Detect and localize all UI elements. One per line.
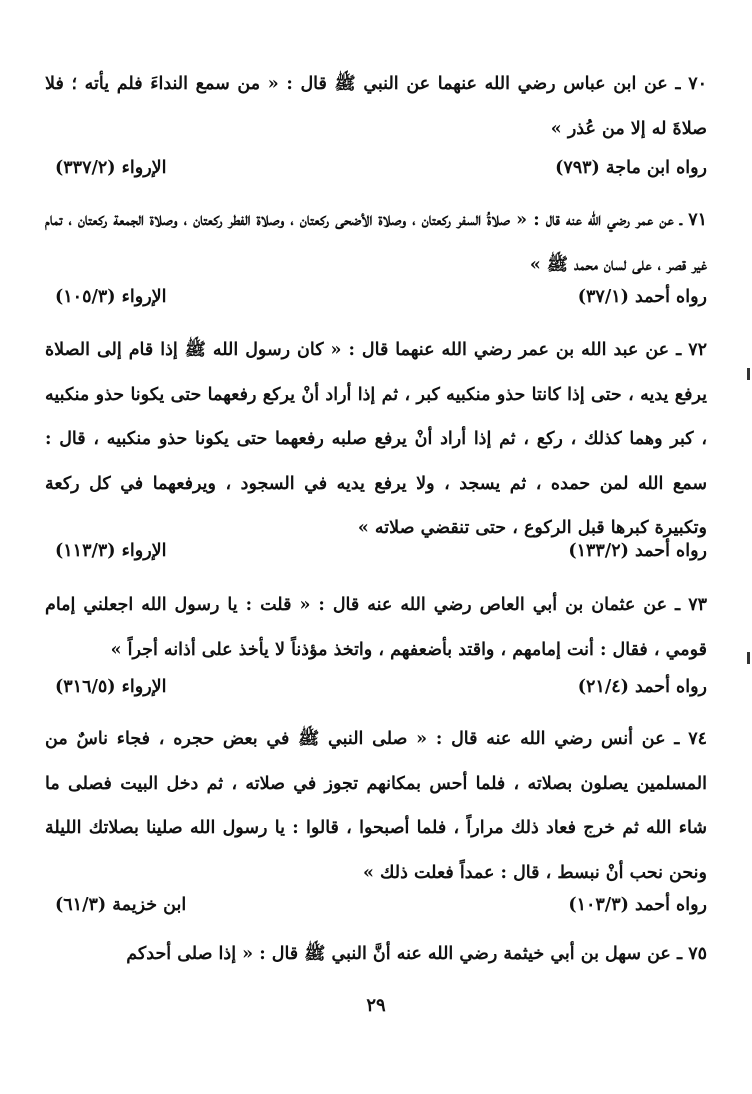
irwa-reference: الإرواء (١٠٥/٣)	[55, 287, 167, 307]
source-line-73	[45, 677, 707, 707]
irwa-reference: الإرواء (١١٣/٣)	[55, 541, 167, 561]
irwa-reference: الإرواء (٣٣٧/٢)	[55, 158, 167, 178]
page-number: ٢٩	[366, 995, 386, 1016]
hadith-74: ٧٤ ـ عن أنس رضي الله عنه قال : « صلى النبي ﷺ في بعض حجره ، فجاء ناسٌ من المسلمين يصلون بصلاته ، فلما أحس بمكانهم تجوز في صلاته ، ثم دخل البيت فصلى ما شاء الله ثم خرج فعاد ذلك مراراً ، فلما أصبحوا ، قالوا : يا رسول الله صلينا بصلاتك الليلة ونحن نحب أنْ نبسط ، قال : عمداً فعلت ذلك »	[45, 729, 707, 883]
irwa-reference: ابن خزيمة (٦١/٣)	[55, 895, 187, 915]
hadith-70: ٧٠ ـ عن ابن عباس رضي الله عنهما عن النبي ﷺ قال : « من سمع النداءَ فلم يأته ؛ فلا صلاةَ له إلا من عُذر »	[45, 74, 707, 139]
hadith-71: ٧١ ـ عن عمر رضي الله عنه قال : « صلاةُ السفر ركعتان ، وصلاة الأضحى ركعتان ، وصلاة الفطر ركعتان ، وصلاة الجمعة ركعتان ، تمام غير قصر ، على لسان محمد ﷺ »	[45, 210, 707, 275]
irwa-reference: الإرواء (٣١٦/٥)	[55, 677, 167, 697]
margin-mark	[747, 652, 750, 664]
hadith-72: ٧٢ ـ عن عبد الله بن عمر رضي الله عنهما قال : « كان رسول الله ﷺ إذا قام إلى الصلاة يرفع يديه ، حتى إذا كانتا حذو منكبيه كبر ، ثم إذا أراد أنْ يركع رفعهما حتى يكونا حذو منكبيه ، كبر وهما كذلك ، ركع ، ثم إذا أراد أنْ يرفع صلبه رفعهما حتى يكونا حذو منكبيه ، قال : سمع الله لمن حمده ، ثم يسجد ، ولا يرفع يديه في السجود ، ويرفعهما في كل ركعة وتكبيرة كبرها قبل الركوع ، حتى تنقضي صلاته »	[45, 340, 707, 538]
source-reference: رواه أحمد (٢١/٤)	[577, 677, 707, 697]
margin-mark	[747, 368, 750, 380]
source-reference: رواه ابن ماجة (٧٩٣)	[555, 158, 707, 178]
source-line-71	[45, 287, 707, 317]
source-line-70	[45, 158, 707, 188]
source-reference: رواه أحمد (١٠٣/٣)	[568, 895, 707, 915]
source-line-74	[45, 895, 707, 925]
source-reference: رواه أحمد (٣٧/١)	[577, 287, 707, 307]
source-reference: رواه أحمد (١٣٣/٢)	[568, 541, 707, 561]
hadith-73: ٧٣ ـ عن عثمان بن أبي العاص رضي الله عنه قال : « قلت : يا رسول الله اجعلني إمام قومي ، فقال : أنت إمامهم ، واقتد بأضعفهم ، واتخذ مؤذناً لا يأخذ على أذانه أجراً »	[45, 595, 707, 660]
hadith-75: ٧٥ ـ عن سهل بن أبي خيثمة رضي الله عنه أنَّ النبي ﷺ قال : « إذا صلى أحدكم	[126, 944, 707, 964]
source-line-72	[45, 541, 707, 571]
